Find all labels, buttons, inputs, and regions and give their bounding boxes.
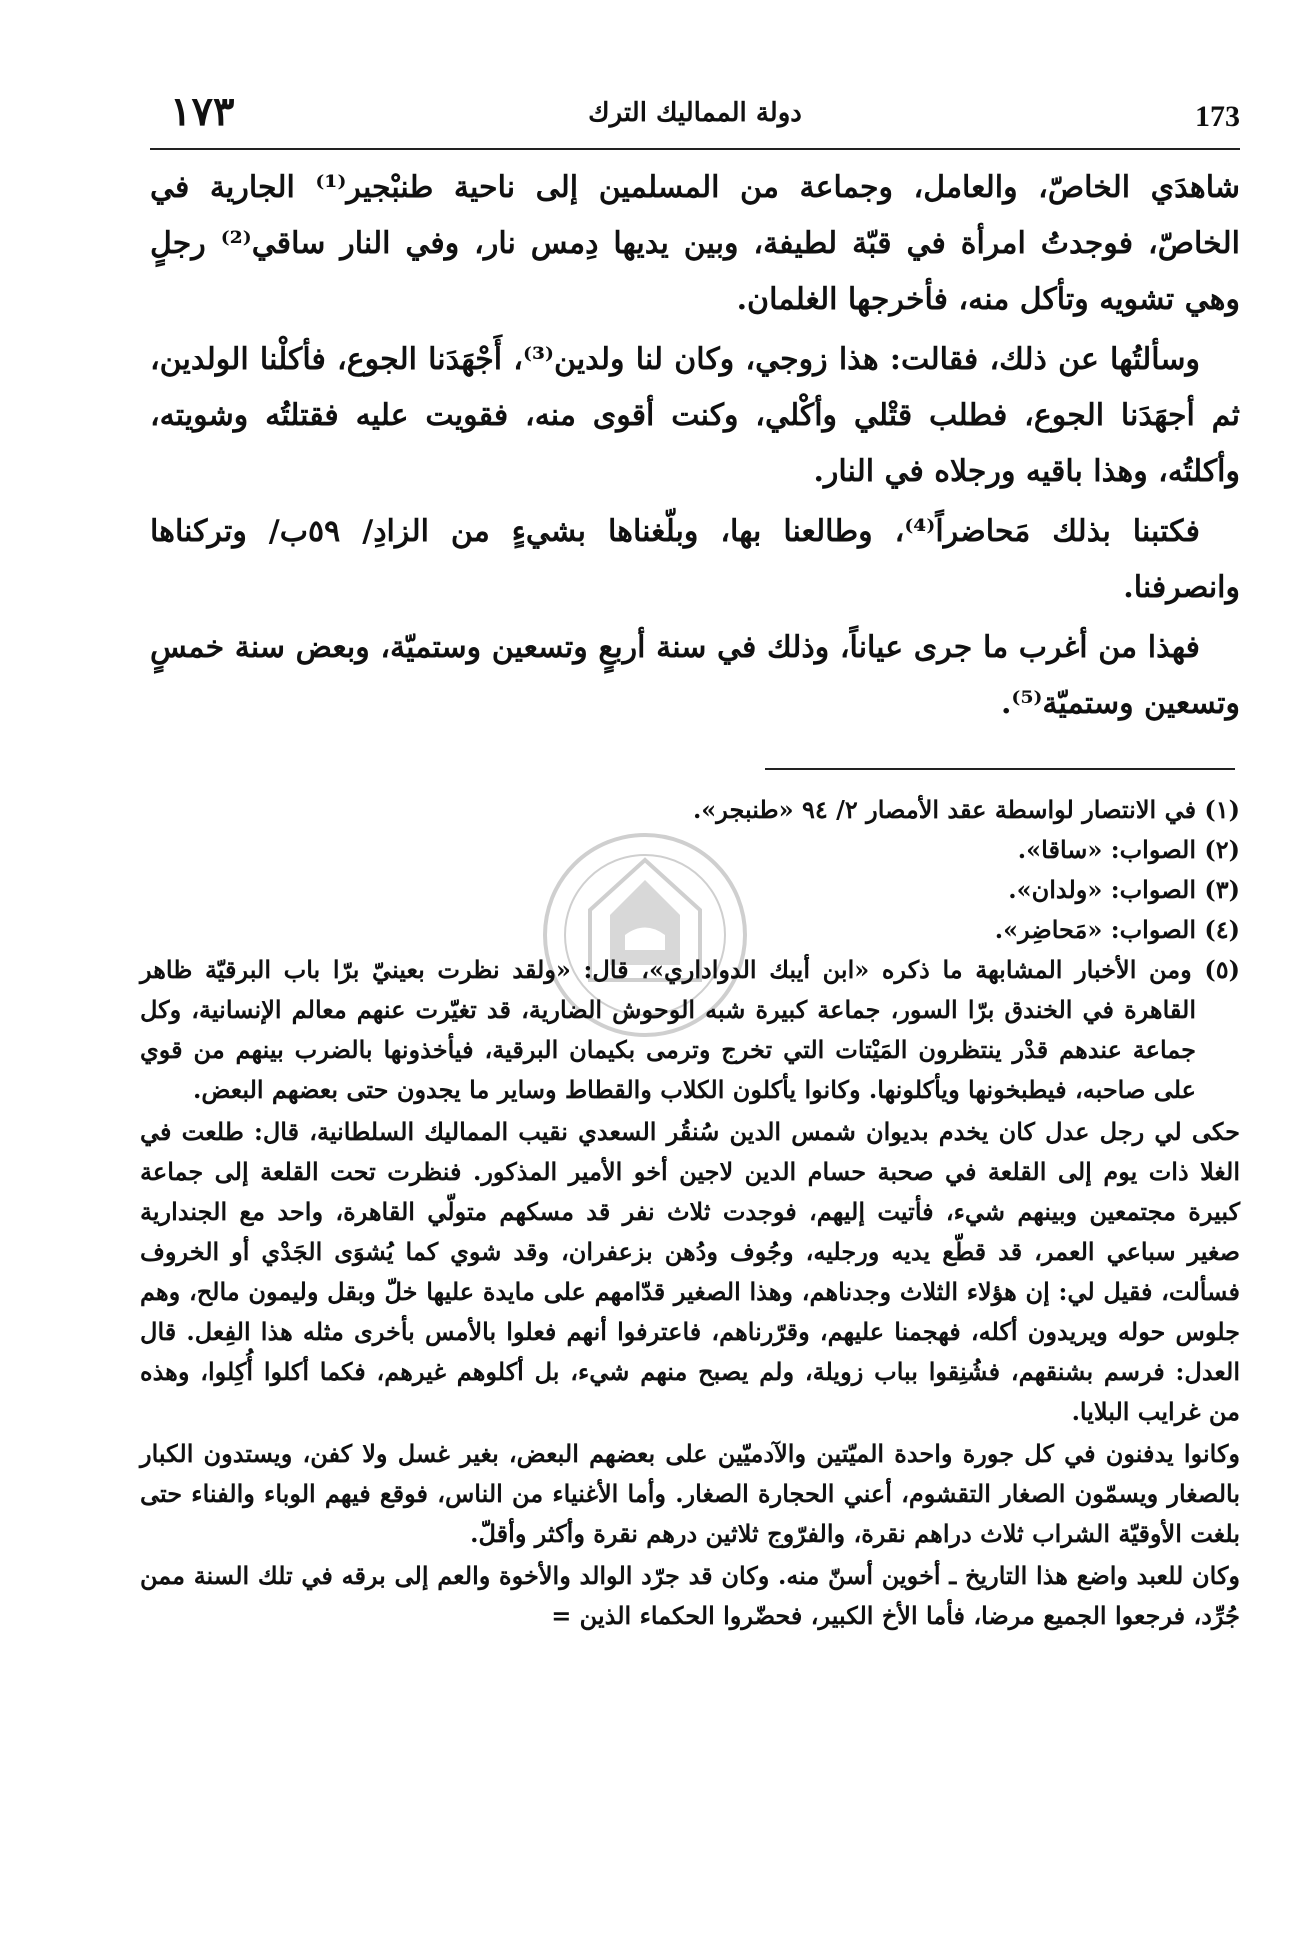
footnote-5-continued-2: وكانوا يدفنون في كل جورة واحدة الميّتين والآدميّين على بعضهم البعض، بغير غسل ولا كفن، ويستدون الكبار بالصغار ويسمّون الصغار التقشوم، أعني الحجارة الصغار. وأما الأغنياء من الناس، فوقع فيهم الوباء والفناء حتى بلغت الأوقيّة الشراب ثلاث دراهم نقرة، والفرّوج ثلاثين درهم نقرة وأكثر وأقلّ. (140, 1439, 1240, 1548)
page-number-latin: 173 (1195, 100, 1240, 133)
footnote-2: (٢) الصواب: «ساقا». (1017, 835, 1240, 864)
page-number-arabic: ١٧٣ (170, 88, 235, 135)
paragraph-3: فكتبنا بذلك مَحاضراً⁽⁴⁾، وطالعنا بها، وبلّغناها بشيءٍ من الزادِ/ ٥٩ب/ وتركناها وانصرفنا. (150, 514, 1240, 605)
footnote-3: (٣) الصواب: «ولدان». (1008, 875, 1240, 904)
footnote-5: (٥) ومن الأخبار المشابهة ما ذكره «ابن أيبك الدواداري»، قال: «ولقد نظرت بعينيّ برّا باب البرقيّة ظاهر القاهرة في الخندق برّا السور، جماعة كبيرة شبه الوحوش الضارية، قد تغيّرت عنهم معالم الإنسانية، وكل جماعة عندهم قدْر ينتظرون المَيْتات التي تخرج وترمى بكيمان البرقية، فيأخذونها بالضرب بينهم من قوي على صاحبه، فيطبخونها ويأكلونها. وكانوا يأكلون الكلاب والقطاط وساير ما يجدون حتى بعضهم البعض. (140, 955, 1240, 1104)
footnote-1: (١) في الانتصار لواسطة عقد الأمصار ٢/ ٩٤ «طنبجر». (692, 795, 1240, 824)
paragraph-1: شاهدَي الخاصّ، والعامل، وجماعة من المسلمين إلى ناحية طنبْجير⁽¹⁾ الجارية في الخاصّ، فوجدتُ امرأة في قبّة لطيفة، وبين يديها دِمس نار، وفي النار ساقي⁽²⁾ رجلٍ وهي تشويه وتأكل منه، فأخرجها الغلمان. (150, 170, 1241, 317)
paragraph-2: وسألتُها عن ذلك، فقالت: هذا زوجي، وكان لنا ولدين⁽³⁾، أَجْهَدَنا الجوع، فأكلْنا الولدين، ثم أجهَدَنا الجوع، فطلب قتْلي وأكْلي، وكنت أقوى منه، فقويت عليه فقتلتُه وشويته، وأكلتُه، وهذا باقيه ورجلاه في النار. (150, 342, 1240, 489)
footnote-5-continued-1: حكى لي رجل عدل كان يخدم بديوان شمس الدين سُنقُر السعدي نقيب المماليك السلطانية، قال: طلعت في الغلا ذات يوم إلى القلعة في صحبة حسام الدين لاجين أخو الأمير المذكور. فنظرت تحت القلعة إلى جماعة كبيرة مجتمعين وبينهم شيء، فأتيت إليهم، فوجدت ثلاث نفر قد مسكهم متولّي القاهرة، واحد مع الجندارية صغير سباعي العمر، قد قطّع يديه ورجليه، وجُوف ودُهن بزعفران، وقد شوي كما يُشوَى الجَدْي أو الخروف فسألت، فقيل لي: إن هؤلاء الثلاث وجدناهم، وهذا الصغير قدّامهم على مايدة عليها خلّ وبقل وليمون مالح، وهم جلوس حوله ويريدون أكله، فهجمنا عليهم، وقرّرناهم، فاعترفوا أنهم فعلوا بالأمس بأخرى مثله هذا الفِعل. قال العدل: فرسم بشنقهم، فشُنِقوا بباب زويلة، ولم يصبح منهم شيء، بل أكلوهم غيرهم، فكما أكلوا أُكِلوا، وهذه من غرايب البلايا. (140, 1117, 1240, 1426)
main-text (150, 160, 1240, 736)
footnote-4: (٤) الصواب: «مَحاضِر». (994, 915, 1240, 944)
page-header (150, 88, 1240, 150)
footnotes (140, 790, 1240, 1636)
footnote-separator (765, 768, 1235, 770)
footnote-5-continued-3: وكان للعبد واضع هذا التاريخ ـ أخوين أسنّ منه. وكان قد جرّد الوالد والأخوة والعم إلى برقه في تلك السنة ممن جُرِّد، فرجعوا الجميع مرضا، فأما الأخ الكبير، فحضّروا الحكماء الذين = (140, 1561, 1240, 1630)
paragraph-4: فهذا من أغرب ما جرى عياناً، وذلك في سنة أربعٍ وتسعين وستميّة، وبعض سنة خمسٍ وتسعين وستميّة⁽⁵⁾. (150, 630, 1240, 721)
running-title: دولة المماليك الترك (588, 98, 802, 128)
